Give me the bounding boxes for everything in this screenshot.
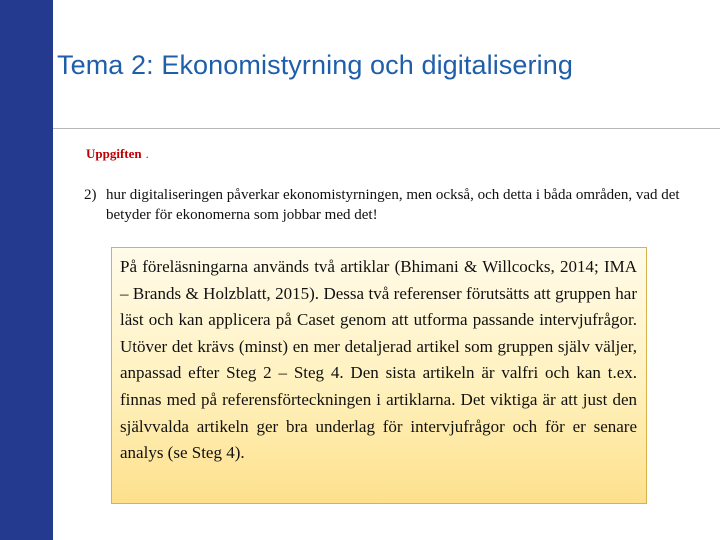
task-item-text: hur digitaliseringen påverkar ekonomistyrningen, men också, och detta i båda områden, vad det betyder för ekonomerna som jobbar med det!	[106, 187, 680, 223]
info-box-text: På föreläsningarna används två artiklar (Bhimani & Willcocks, 2014; IMA – Brands & Holzblatt, 2015). Dessa två referenser förutsätts att gruppen har läst och kan applicera på Caset genom att utforma passande intervjufrågor. Utöver det krävs (minst) en mer detaljerad artikel som gruppen själv väljer, anpassad efter Steg 2 – Steg 4. Den sista artikeln är valfri och kan t.ex. finnas med på referensförteckningen i artiklarna. Det viktiga är att just den självvalda artikeln ger bra underlag för intervjufrågor och för er senare analys (se Steg 4).	[120, 257, 637, 463]
side-accent-bar	[0, 0, 53, 540]
task-heading	[86, 146, 149, 162]
task-heading-mark: .	[145, 146, 149, 161]
task-heading-label: Uppgiften	[86, 146, 142, 161]
slide-title: Tema 2: Ekonomistyrning och digitalisering	[57, 50, 573, 80]
task-list-item	[84, 185, 696, 225]
title-divider	[53, 128, 720, 129]
task-item-number: 2)	[84, 187, 97, 203]
info-box	[111, 247, 647, 504]
